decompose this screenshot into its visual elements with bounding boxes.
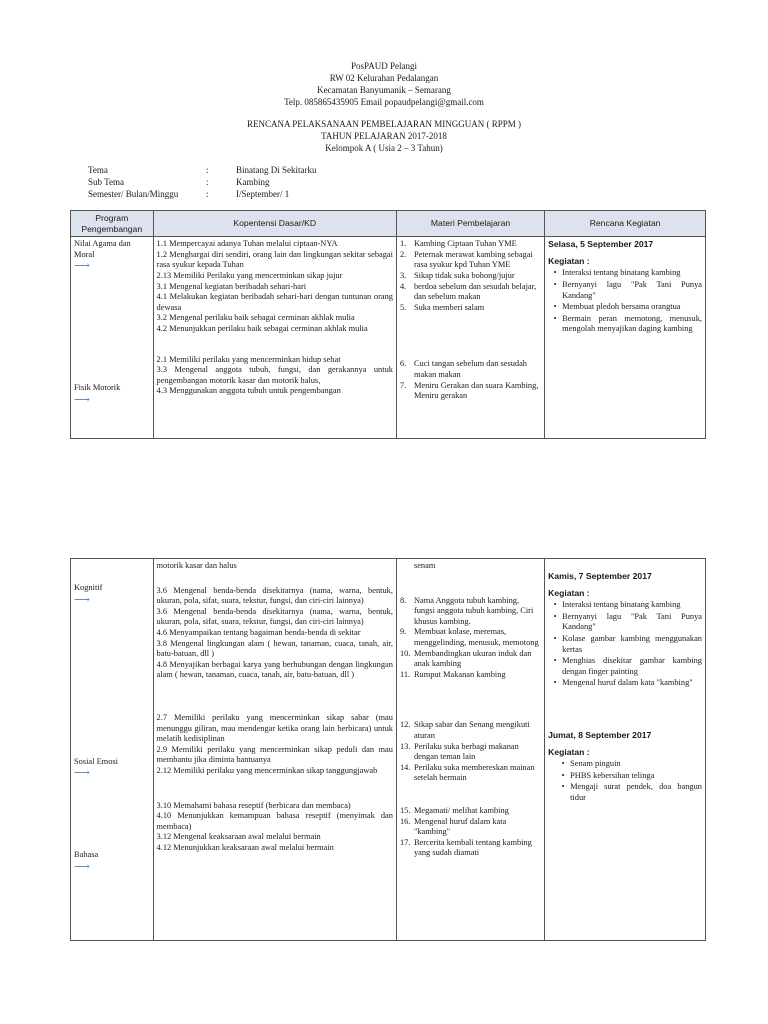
- aspect-cell: [71, 237, 154, 439]
- list-item: • Bermain peran memotong, menusuk, mengolah menyajikan daging kambing: [548, 314, 702, 335]
- aspect-sosial-emosi: Sosial Emosi ⟶: [74, 757, 150, 779]
- right-arrow-icon: ⟶: [74, 260, 90, 273]
- kd-item: 4.8 Menyajikan berbagai karya yang berhubungan dengan lingkungan alam ( hewan, tanaman, cuaca, tanah, air, batu-batuan, dll ): [156, 659, 393, 680]
- list-item: • Kolase gambar kambing menggunakan kertas: [548, 634, 702, 655]
- materi-list: [400, 596, 541, 681]
- rppm-table-part-2: [70, 558, 706, 941]
- materi-item: senam: [413, 561, 436, 570]
- bullet-icon: •: [553, 611, 557, 621]
- header-materi: Materi Pembelajaran: [396, 211, 544, 237]
- kegiatan-list: [548, 268, 702, 335]
- right-arrow-icon: ⟶: [74, 860, 90, 873]
- aspect-fisik-motorik: Fisik Motorik ⟶: [74, 383, 150, 405]
- kegiatan-label: Kegiatan :: [548, 255, 590, 266]
- list-item: • Interaksi tentang binatang kambing: [548, 600, 702, 611]
- kd-item: 3.10 Memahami bahasa reseptif (berbicara dan membaca): [156, 800, 351, 810]
- kd-item: 3.6 Mengenal benda-benda disekitarnya (nama, warna, bentuk, ukuran, pola, sifat, suara, tekstur, fungsi, dan ciri-ciri lainnya): [156, 585, 393, 606]
- school-header: [0, 60, 768, 108]
- bullet-icon: •: [561, 770, 565, 780]
- kegiatan-label: Kegiatan :: [548, 587, 590, 598]
- bullet-icon: •: [553, 279, 557, 289]
- kd-cell: [153, 237, 396, 439]
- right-arrow-icon: ⟶: [74, 593, 90, 606]
- kd-item: motorik kasar dan halus: [156, 561, 237, 570]
- kegiatan-label: Kegiatan :: [548, 746, 590, 757]
- bullet-icon: •: [553, 656, 557, 666]
- kd-item: 4.12 Menunjukkan keaksaraan awal melalui bermain: [156, 842, 334, 852]
- kd-item: 3.1 Mengenal kegiatan beribadah sehari-hari: [156, 281, 307, 291]
- materi-cell: [396, 237, 544, 439]
- kd-item: 2.7 Memiliki perilaku yang mencerminkan sikap sabar (mau menunggu giliran, mau mendengar ketika orang lain berbicara) untuk melatih kedisiplinan: [156, 712, 393, 744]
- list-item: 15. Megamati/ melihat kambing: [399, 805, 509, 815]
- kd-item: 4.6 Menyampaikan tentang bagaiman benda-benda di sekitar: [156, 627, 361, 637]
- info-key: Sub Tema: [88, 177, 124, 187]
- kd-item: 3.12 Mengenal keaksaraan awal melalui bermain: [156, 832, 321, 842]
- theme-info: [88, 164, 317, 200]
- header-kegiatan: Rencana Kegiatan: [545, 211, 706, 237]
- list-item: 13. Perilaku suka berbagi makanan dengan teman lain: [399, 741, 519, 762]
- school-contact: Telp. 085865435905 Email popaudpelangi@gmail.com: [284, 97, 484, 107]
- kd-cell: [153, 559, 396, 941]
- info-row-semester: Semester/ Bulan/Minggu : I/September/ 1: [88, 189, 290, 199]
- list-item: • Senam pinguin: [556, 759, 702, 770]
- bullet-icon: •: [553, 600, 557, 610]
- kd-item: 1.2 Menghargai diri sendiri, orang lain dan lingkungan sekitar sebagai rasa syukur kepada Tuhan: [156, 249, 393, 270]
- day-title: Kamis, 7 September 2017: [548, 571, 652, 581]
- bullet-icon: •: [553, 268, 557, 278]
- kd-item: 2.9 Memiliki perilaku yang mencerminkan sikap peduli dan mau membantu jika diminta bantuanya: [156, 744, 393, 765]
- list-item: 11. Rumput Makanan kambing: [399, 669, 506, 679]
- aspect-bahasa: Bahasa ⟶: [74, 850, 150, 872]
- info-value: Binatang Di Sekitarku: [236, 165, 317, 175]
- list-item: 17. Bercerita kembali tentang kambing yang sudah diamati: [399, 837, 532, 858]
- list-item: 14. Perilaku suka membereskan mainan setelah bermain: [399, 762, 535, 783]
- materi-list: [400, 239, 541, 313]
- day-title: Selasa, 5 September 2017: [548, 239, 654, 250]
- kd-item: 2.13 Memiliki Perilaku yang mencerminkan sikap jujur: [156, 270, 343, 280]
- aspect-nam: Nilai Agama dan Moral ⟶: [74, 239, 150, 271]
- list-item: • Bernyanyi lagu "Pak Tani Punya Kandang": [548, 612, 702, 633]
- kegiatan-list: [548, 759, 702, 803]
- list-item: 12. Sikap sabar dan Senang mengikuti aturan: [399, 720, 530, 740]
- rppm-table-part-1: [70, 210, 706, 439]
- list-item: • Mengenal huruf dalam kata "kambing": [548, 678, 702, 689]
- bullet-icon: •: [561, 782, 565, 792]
- list-item: 5. Suka memberi salam: [399, 302, 485, 312]
- info-row-tema: Tema : Binatang Di Sekitarku: [88, 165, 317, 175]
- kd-item: 1.1 Mempercayai adanya Tuhan melalui ciptaan-NYA: [156, 239, 338, 249]
- list-item: • Mengaji surat pendek, doa bangun tidur: [556, 782, 702, 803]
- bullet-icon: •: [561, 759, 565, 769]
- kd-item: 3.6 Mengenal benda-benda disekitarnya (nama, warna, bentuk, ukuran, pola, sifat, suara, tekstur, fungsi, dan ciri-ciri lainnya): [156, 606, 393, 627]
- list-item: • Membuat pledoh bersama orangtua: [548, 302, 702, 313]
- kd-item: 3.2 Mengenal perilaku baik sebagai cerminan akhlak mulia: [156, 313, 355, 323]
- bullet-icon: •: [553, 633, 557, 643]
- table-header-row: [71, 211, 706, 237]
- info-value: Kambing: [236, 177, 270, 187]
- list-item: 6. Cuci tangan sebelum dan sesudah makan makan: [399, 359, 527, 379]
- kegiatan-list: [548, 600, 702, 689]
- kd-item: 2.12 Memiliki perilaku yang mencerminkan sikap tanggungjawab: [156, 765, 378, 775]
- list-item: 4. berdoa sebelum dan sesudah belajar, dan sebelum makan: [399, 281, 537, 302]
- school-address-1: RW 02 Kelurahan Pedalangan: [329, 73, 439, 83]
- info-key: Semester/ Bulan/Minggu: [88, 189, 179, 199]
- materi-list: [400, 806, 541, 859]
- document-title: [0, 118, 768, 154]
- kd-item: 4.1 Melakukan kegiatan beribadah sehari-hari dengan tuntunan orang dewasa: [156, 292, 393, 312]
- bullet-icon: •: [553, 302, 557, 312]
- day-title: Jumat, 8 September 2017: [548, 729, 652, 740]
- list-item: 3. Sikap tidak suka bohong/jujur: [399, 270, 515, 280]
- bullet-icon: •: [553, 678, 557, 688]
- bullet-icon: •: [553, 313, 557, 323]
- list-item: 16. Mengenal huruf dalam kata "kambing": [399, 816, 507, 837]
- kegiatan-cell: [545, 559, 706, 941]
- school-name: PosPAUD Pelangi: [351, 61, 417, 71]
- list-item: 9. Membuat kolase, meremas, menggelinding, menusuk, memotong: [399, 627, 539, 647]
- kd-item: 3.3 Mengenal anggota tubuh, fungsi, dan gerakannya untuk pengembangan motorik kasar dan motorik halus,: [156, 365, 393, 385]
- school-address-2: Kecamatan Banyumanik – Semarang: [317, 85, 451, 95]
- kd-item: 4.3 Menggunakan anggota tubuh untuk pengembangan: [156, 386, 341, 396]
- list-item: • Interaksi tentang binatang kambing: [548, 268, 702, 279]
- materi-cell: [396, 559, 544, 941]
- list-item: 2. Peternak merawat kambing sebagai rasa syukur kpd Tuhan YME: [399, 249, 533, 270]
- aspect-kognitif: Kognitif ⟶: [74, 583, 150, 605]
- right-arrow-icon: ⟶: [74, 767, 90, 780]
- list-item: • Bernyanyi lagu "Pak Tani Punya Kandang": [548, 280, 702, 301]
- kd-item: 4.2 Menunjukkan perilaku baik sebagai cerminan akhlak mulia: [156, 323, 368, 333]
- kd-item: 2.1 Memiliki perilaku yang mencerminkan hidup sehat: [156, 354, 341, 364]
- title-line-2: TAHUN PELAJARAN 2017-2018: [321, 131, 447, 141]
- info-key: Tema: [88, 165, 108, 175]
- header-program: Program Pengembangan: [71, 211, 154, 237]
- aspect-cell: [71, 559, 154, 941]
- materi-list: [400, 359, 541, 401]
- table-row: [71, 237, 706, 439]
- list-item: 10. Membandingkan ukuran induk dan anak kambing: [399, 648, 532, 669]
- materi-list: [400, 720, 541, 784]
- title-line-1: RENCANA PELAKSANAAN PEMBELAJARAN MINGGUAN ( RPPM ): [246, 119, 522, 129]
- list-item: 8. Nama Anggota tubuh kambing, fungsi anggota tubuh kambing, Ciri khusus kambing.: [399, 595, 534, 626]
- kd-item: 3.8 Mengenal lingkungan alam ( hewan, tanaman, cuaca, tanah, air, batu-batuan, dll ): [156, 638, 393, 659]
- list-item: 7. Meniru Gerakan dan suara Kambing, Meniru gerakan: [399, 380, 539, 401]
- header-kd: Kopentensi Dasar/KD: [153, 211, 396, 237]
- list-item: 1. Kambing Ciptaan Tuhan YME: [399, 239, 517, 249]
- title-line-3: Kelompok A ( Usia 2 – 3 Tahun): [325, 143, 443, 153]
- kd-item: 4.10 Menunjukkan kemampuan bahasa reseptif (menyimak dan membaca): [156, 811, 393, 831]
- right-arrow-icon: ⟶: [74, 393, 90, 406]
- info-row-subtema: Sub Tema : Kambing: [88, 177, 270, 187]
- list-item: • PHBS kebersihan telinga: [556, 771, 702, 782]
- table-row: [71, 559, 706, 941]
- info-value: I/September/ 1: [236, 189, 290, 199]
- list-item: • Menghias disekitar gambar kambing dengan finger painting: [548, 656, 702, 677]
- kegiatan-cell: [545, 237, 706, 439]
